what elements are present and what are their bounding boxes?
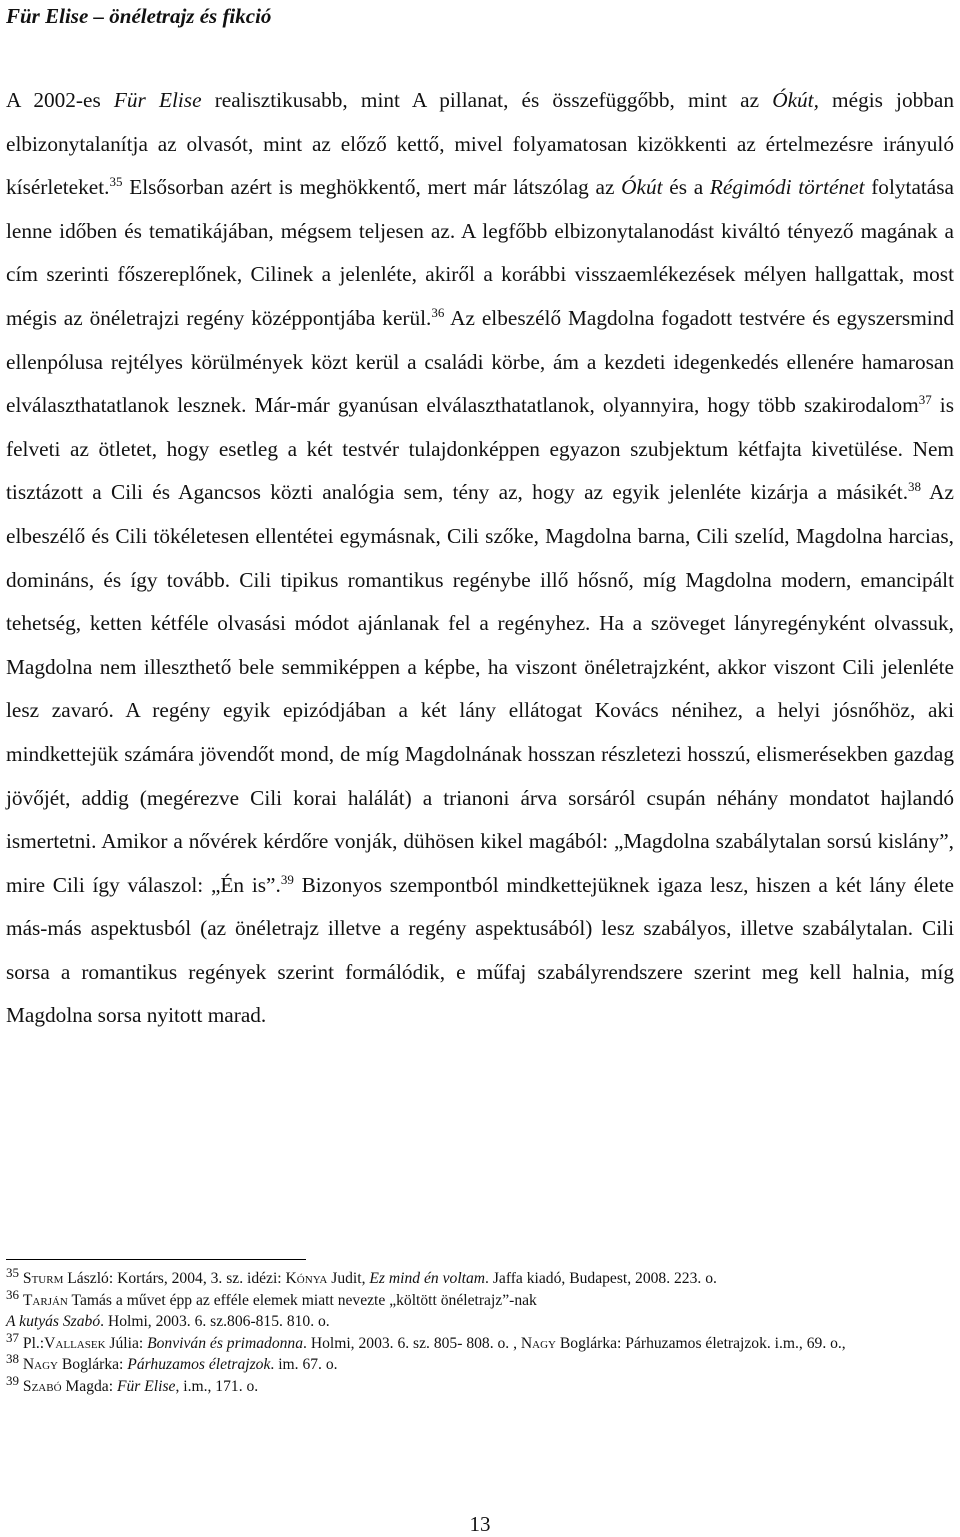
chapter-heading: Für Elise – önéletrajz és fikció <box>6 4 272 28</box>
footnote-separator <box>6 1259 306 1260</box>
footnote-text: Boglárka: <box>58 1356 128 1373</box>
footnote-ref-39[interactable]: 39 <box>280 871 294 887</box>
footnote-ref-36[interactable]: 36 <box>431 304 445 320</box>
footnote-36 <box>6 1286 952 1333</box>
cited-title: Für Elise <box>116 1377 176 1395</box>
cited-title: Bonviván és primadonna <box>147 1334 304 1352</box>
author-name: Sturm <box>22 1270 64 1287</box>
book-title: Ókút, <box>772 88 819 112</box>
footnote-38 <box>6 1350 952 1376</box>
footnote-ref-37[interactable]: 37 <box>918 392 932 408</box>
book-title: Für Elise <box>113 88 202 112</box>
author-name: Vallasek <box>44 1334 106 1352</box>
cited-title: A kutyás Szabó <box>6 1313 101 1330</box>
footnote-35 <box>6 1264 952 1290</box>
text-run: Elsősorban azért is meghökkentő, mert már látszólag az <box>122 175 622 200</box>
footnote-text: Judit, <box>327 1270 370 1287</box>
body-paragraph <box>6 79 954 1038</box>
footnote-39 <box>6 1372 952 1398</box>
text-run: Bizonyos szempontból mindkettejüknek igaza lesz, hiszen a két lány élete más-más aspektusból (az önéletrajz illetve a regény aspektusából) lesz szabályos, illetve szabálytalan. Cili sorsa a romantikus regények szerint formálódik, e műfaj szabályrendszere szerint meg kell halnia, míg Magdolna sorsa nyitott marad. <box>6 872 954 1028</box>
footnote-number: 39 <box>6 1372 19 1388</box>
cited-title: Ez mind én voltam <box>369 1270 486 1287</box>
footnote-number: 35 <box>6 1264 19 1280</box>
text-run: A 2002-es <box>6 88 114 112</box>
author-name: Kónya <box>285 1270 328 1287</box>
page-number: 13 <box>469 1512 491 1536</box>
footnotes <box>6 1264 952 1397</box>
footnote-37 <box>6 1329 952 1355</box>
footnote-number: 37 <box>6 1329 19 1345</box>
footnote-text: Júlia: <box>105 1334 148 1352</box>
footnote-text: . Jaffa kiadó, Budapest, 2008. 223. o. <box>485 1270 717 1287</box>
text-run: realisztikusabb, mint A pillanat, és összefüggőbb, mint az <box>201 88 773 112</box>
footnote-text: . im. 67. o. <box>270 1356 338 1373</box>
text-run: mégis jobban elbizonytalanítja az olvasót, mint az előző kettő, mivel folyamatosan kizökkenti az értelmezésre irányuló kísérleteket. <box>6 88 955 200</box>
footnote-text: Magda: <box>61 1377 117 1395</box>
footnote-number: 36 <box>6 1286 19 1302</box>
footnote-text: László: Kortárs, 2004, 3. sz. idézi: <box>63 1270 286 1287</box>
author-name: Szabó <box>22 1377 62 1395</box>
author-name: Nagy <box>22 1356 58 1373</box>
footnote-text: Boglárka: Párhuzamos életrajzok. i.m., 69. o., <box>556 1334 846 1352</box>
footnote-text: Tamás a művet épp az efféle elemek miatt nevezte „költött önéletrajz”-nak <box>67 1291 537 1309</box>
text-run: is felveti az ötletet, hogy esetleg a két testvér tulajdonképpen egyazon szubjektum kétfajta kivetülése. Nem tisztázott a Cili és Agancsos közti analógia sem, tény az, hogy az egyik jelenléte kizárja a másikét. <box>6 393 955 505</box>
footnote-text: , i.m., 171. o. <box>175 1377 259 1395</box>
footnote-number: 38 <box>6 1350 19 1366</box>
text-run: és a <box>662 175 710 200</box>
footnote-ref-38[interactable]: 38 <box>908 479 922 495</box>
text-run: Az elbeszélő és Cili tökéletesen ellentétei egymásnak, Cili szőke, Magdolna barna, Cili szelíd, Magdolna harcias, domináns, és így tovább. Cili tipikus romantikus regénybe illő hősnő, míg Magdolna modern, emancipált tehetség, ketten kétféle olvasási módot ajánlanak fel a regényhez. Ha a szöveget lányregényként olvassuk, Magdolna nem illeszthető bele semmiképpen a képbe, ha viszont önéletrajzként, akkor viszont Cili jelenléte lesz zavaró. A regény egyik epizódjában a két lány ellátogat Kovács nénihez, a helyi jósnőhöz, aki mindkettejük számára jövendőt mond, de míg Magdolnának hosszan részletezi hosszú, elismerésekben gazdag jövőjét, addig (megérezve Cili korai halálát) a trianoni árva sorsáról csupán néhány mondatot hajlandó ismertetni. Amikor a nővérek kérdőre vonják, dühösen kikel magából: „Magdolna szabálytalan sorsú kislány”, mire Cili így válaszol: „Én is”. <box>6 480 954 897</box>
footnote-text: Pl.: <box>19 1334 45 1352</box>
text-run: Az elbeszélő Magdolna fogadott testvére és egyszersmind ellenpólusa rejtélyes körülmények közt kerül a családi körbe, ám a kezdeti idegenkedés ellenére hamarosan elválaszthatatlanok lesznek. Már-már gyanúsan elválaszthatatlanok, olyannyira, hogy több szakirodalom <box>6 305 954 418</box>
footnote-text: . Holmi, 2003. 6. sz.806-815. 810. o. <box>100 1313 330 1330</box>
author-name: Nagy <box>520 1334 556 1352</box>
footnote-text: . Holmi, 2003. 6. sz. 805- 808. o. , <box>303 1334 521 1352</box>
book-title: Régimódi történet <box>709 175 865 200</box>
text-run: folytatása lenne időben és tematikájában, mégsem teljesen az. A legfőbb elbizonytalanodást kiváltó tényező magának a cím szerinti főszereplőnek, Cilinek a jelenléte, akiről a korábbi visszaemlékezések mélyen hallgattak, most mégis az önéletrajzi regény középpontjába kerül. <box>6 175 955 330</box>
footnote-ref-35[interactable]: 35 <box>109 174 123 190</box>
author-name: Tarján <box>22 1291 68 1309</box>
book-title: Ókút <box>621 175 663 200</box>
cited-title: Párhuzamos életrajzok <box>127 1356 271 1373</box>
